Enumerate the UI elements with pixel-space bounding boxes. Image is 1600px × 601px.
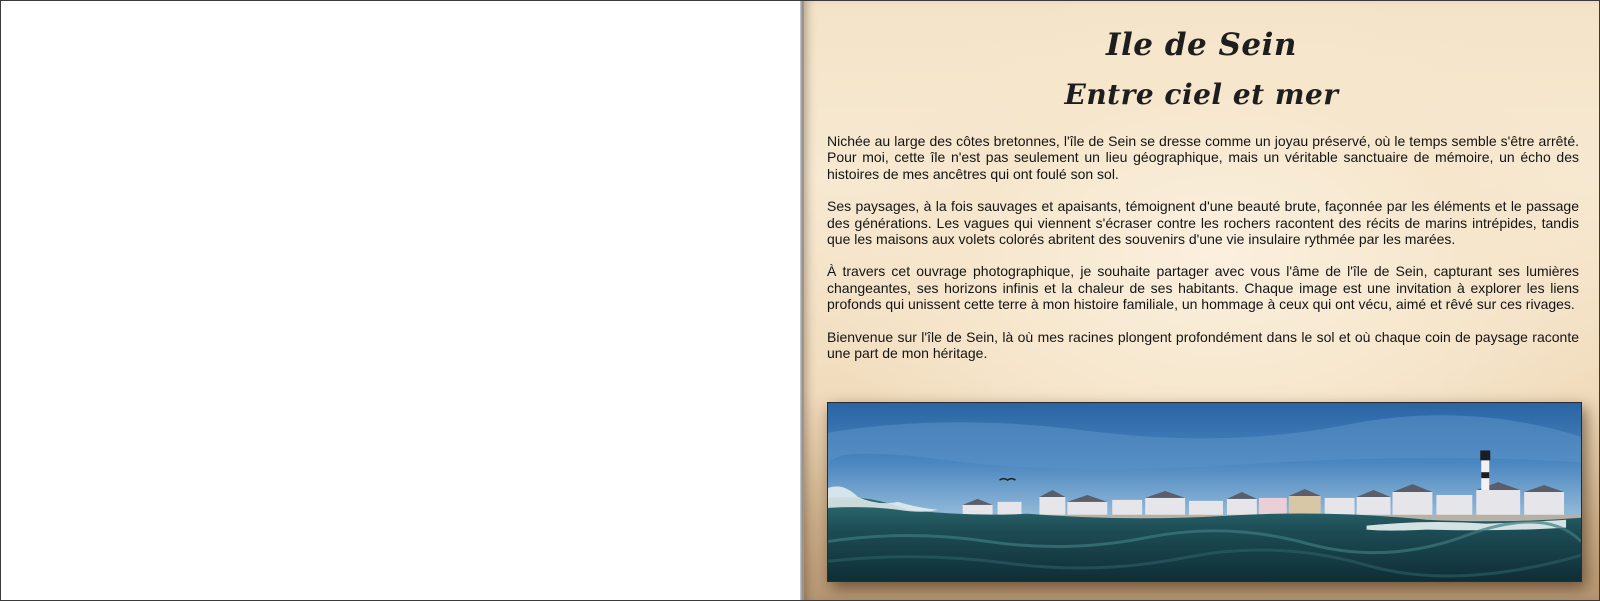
intro-text	[827, 133, 1579, 377]
page-subtitle: Entre ciel et mer	[1064, 78, 1339, 111]
paragraph-1: Nichée au large des côtes bretonnes, l'île de Sein se dresse comme un joyau préservé, où le temps semble s'être arrêté. Pour moi, cette île n'est pas seulement un lieu géographique, mais un véritable sanctuaire de mémoire, un écho des histoires de mes ancêtres qui ont foulé son sol.	[827, 133, 1579, 182]
paragraph-4: Bienvenue sur l'île de Sein, là où mes racines plongent profondément dans le sol et où chaque coin de paysage raconte une part de mon héritage.	[827, 328, 1579, 362]
right-page	[804, 1, 1599, 600]
page-title: Ile de Sein	[1106, 27, 1297, 63]
lighthouse-icon	[1480, 450, 1490, 490]
paragraph-2: Ses paysages, à la fois sauvages et apaisants, témoignent d'une beauté brute, façonnée par les éléments et le passage des générations. Les vagues qui viennent s'écraser contre les rochers racontent des récits de marins intrépides, tandis que les maisons aux volets colorés abritent des souvenirs d'une vie insulaire rythmée par les marées.	[827, 198, 1579, 248]
left-page-blank	[1, 1, 800, 600]
island-panorama-photo	[827, 402, 1582, 582]
paragraph-3: À travers cet ouvrage photographique, je souhaite partager avec vous l'âme de l'île de Sein, capturant ses lumières changeantes, ses horizons infinis et la chaleur de ses habitants. Chaque image est une invitation à explorer les liens profonds qui unissent cette terre à mon histoire familiale, un hommage à ceux qui ont vécu, aimé et rêvé sur ces rivages.	[827, 263, 1579, 313]
island-panorama-illustration	[828, 403, 1581, 581]
